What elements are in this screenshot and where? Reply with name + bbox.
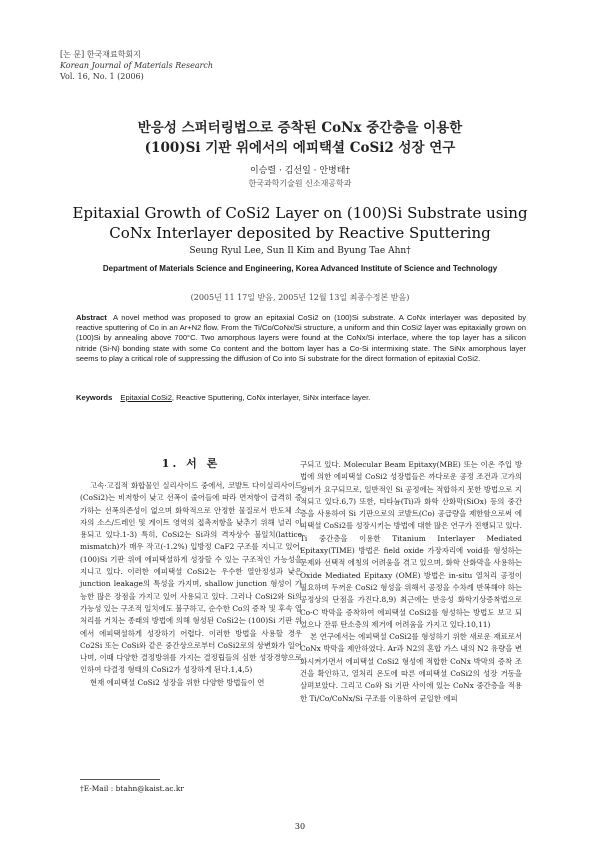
title-english-line-2: CoNx Interlayer deposited by Reactive Sputtering: [109, 224, 491, 242]
abstract-text: A novel method was proposed to grow an epitaxial CoSi2 on (100)Si substrate. A CoNx interlayer was deposited by reactive sputtering of Co in an Ar+N2 flow. From the Ti/Co/CoNx/Si structure, a uniform and thin CoSi2 layer was epitaxially grown on (100)Si by annealing above 700°C. Two amorphous layers were found at the CoNx/Si interface, where the top layer has a silicon nitride (Si-N) bonding state with some Co content and the bottom layer has a Co-Si intermixing state. The SiNx amorphous layer seems to play a critical role of suppressing the diffusion of Co into Si substrate for the direct formation of epitaxial CoSi2.: [76, 313, 526, 363]
abstract-label: Abstract: [76, 313, 107, 322]
page-number: 30: [294, 822, 306, 831]
paragraph: 본 연구에서는 에피택셜 CoSi2를 형성하기 위한 새로운 재료로서 CoNx 박막을 제안하였다. Ar과 N2의 혼합 가스 내의 N2 유량을 변화시켜가면서 에피택셜 CoSi2 형성에 적합한 CoNx 박막의 증착 조건을 확인하고, 열처리 온도에 따른 에피택셜 CoSi2의 성장 거동을 살펴보았다. 그리고 Co와 Si 기판 사이에 있는 CoNx 중간층을 적용한 Ti/Co/CoNx/Si 구조를 이용하여 균일한 에피: [300, 632, 522, 703]
abstract: [76, 313, 526, 364]
paragraph: 고속·고집적 화합물인 실리사이드 중에서, 코발트 다이실리사이드(CoSi2)는 비저항이 낮고 선폭이 줄어들에 따라 면저항이 급격히 증가하는 선폭의존성이 없으며 화학적으로 안정한 물질로서 반도체 소자의 소스/드레인 및 게이트 영역의 접촉저항을 낮추기 위해 널리 이용되고 있다.1-3) 특히, CoSi2는 Si과의 격자상수 불일치(lattice mismatch)가 매우 작고(-1.2%) 입방정 CaF2 구조를 지니고 있어, (100)Si 기판 위에 에피택셜하게 성장할 수 있는 구조적인 가능성을 지니고 있다. 이러한 에피택셜 CoSi2는 우수한 열안정성과 낮은 junction leakage의 특성을 가지며, shallow junction 형성이 가능한 많은 장점을 가지고 있어 사용되고 있다. 그러나 CoSi2와 Si의 가능성 있는 구조적 일치에도 불구하고, 순수한 Co의 증착 및 후속 열처리를 거치는 종래의 방법에 의해 형성된 CoSi2는 (100)Si 기판 위에서 에피택셜하게 성장하기 어렵다. 이러한 방법을 사용할 경우 Co2Si 또는 CoSi와 같은 중간상으로부터 CoSi2로의 상변화가 일어나며, 이때 다양한 결정방위를 가지는 결정립들의 심한 성장경향으로 인하여 다결정 형태의 CoSi2가 성장하게 된다.1,4,5): [80, 481, 302, 675]
paragraph: 구되고 있다. Molecular Beam Epitaxy(MBE) 또는 이온 주입 방법에 의한 에피택셜 CoSi2 성장법들은 까다로운 공정 조건과 고가의 장비가 요구되므로, 일반적인 Si 공정에는 적합하지 못한 방법으로 지적되고 있다.6,7) 또한, 티타늄(Ti)과 화학 산화막(SiOx) 등의 중간층을 사용하여 Si 기판으로의 코발트(Co) 공급량을 제한함으로써 에피택셜 CoSi2를 성장시키는 방법에 대한 많은 연구가 진행되고 있다. Ti 중간층을 이용한 Titanium Interlayer Mediated Epitaxy(TIME) 방법은 field oxide 가장자리에 void를 형성하는 문제와 선택적 에칭의 어려움을 겪고 있으며, 화학 산화막을 사용하는 Oxide Mediated Epitaxy (OME) 방법은 in-situ 열처리 공정이 필요하며 두꺼운 CoSi2 형성을 위해서 공정을 수차례 반복해야 하는 공정상의 단점을 가진다.8,9) 최근에는 반응성 화학기상증착법으로 Co-C 박막을 증착하여 에피택셜 CoSi2를 형성하는 방법도 보고 되었으나 잔류 탄소층의 제거에 어려움을 가지고 있다.10,11): [300, 460, 522, 629]
journal-name-en: Korean Journal of Materials Research: [60, 61, 214, 70]
keywords-rest: , Reactive Sputtering, CoNx interlayer, SiNx interface layer.: [171, 393, 371, 402]
title-english-line-1: Epitaxial Growth of CoSi2 Layer on (100)Si Substrate using: [72, 204, 528, 222]
keyword-first: Epitaxial CoSi2: [120, 393, 172, 402]
title-korean-line-2: (100)Si 기판 위에서의 에피택셜 CoSi2 성장 연구: [144, 140, 456, 156]
body-column-left: [80, 480, 302, 689]
authors-english: Seung Ryul Lee, Sun Il Kim and Byung Tae Ahn†: [189, 246, 411, 256]
keywords-label: Keywords: [76, 393, 113, 402]
journal-name-ko: [논 문] 한국재료학회지: [60, 50, 141, 59]
footnote-email: †E-Mail : btahn@kaist.ac.kr: [80, 784, 184, 793]
footnote-divider: [80, 779, 160, 780]
body-column-right: [300, 459, 522, 705]
title-korean: [40, 118, 560, 158]
section-heading-introduction: 1. 서 론: [161, 457, 221, 470]
authors-korean: 이승렬 · 김선일 · 안병태†: [250, 166, 350, 176]
paragraph: 현재 에피택셜 CoSi2 성장을 위한 다양한 방법들이 연: [90, 677, 265, 687]
keywords: [76, 393, 526, 402]
affiliation-korean: 한국과학기술원 신소재공학과: [248, 179, 352, 188]
journal-volume: Vol. 16, No. 1 (2006): [60, 72, 144, 81]
received-dates: (2005년 11 17일 받음, 2005년 12월 13일 최종수정본 받음): [190, 293, 410, 302]
title-english: [40, 203, 560, 243]
affiliation-english: Department of Materials Science and Engineering, Korea Advanced Institute of Science and Technology: [102, 264, 498, 273]
journal-header: [60, 49, 213, 82]
title-korean-line-1: 반응성 스퍼터링법으로 증착된 CoNx 중간층을 이용한: [137, 120, 463, 136]
